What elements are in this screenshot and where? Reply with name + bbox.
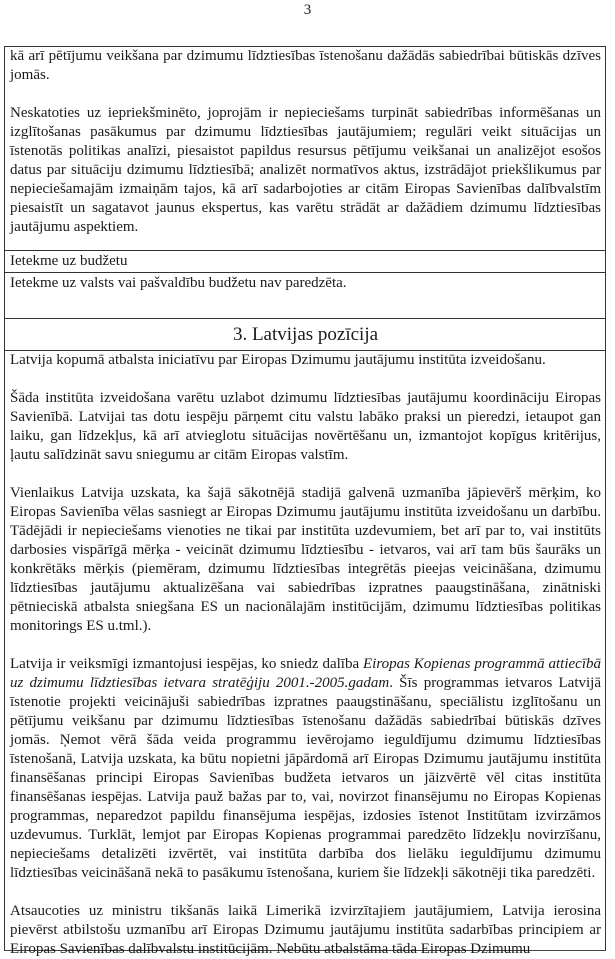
- programme-title: Eiropas Kopienas programmā attiecībā uz dzimumu līdztiesības ietvara stratēģiju 2001.-2005.gadam: [10, 656, 601, 691]
- paragraph: Vienlaikus Latvija uzskata, ka šajā sākotnējā stadijā galvenā uzmanība jāpievērš mērķim, ko Eiropas Savienība vēlas sasniegt ar Eiropas Dzimumu jautājumu institūta izveidošanu un darbību. Tādējādi ir nepieciešams vienoties ne tikai par institūta uzdevumiem, bet arī par to, vai institūts darbosies vispārīgā mērķa - veicināt dzimumu līdztiesību - ietvaros, vai arī tam būs šaurāks un konkrētāks mērķis (piemēram, dzimumu līdztiesības integrētās pieejas veicināšana, dzimumu līdztiesības jautājumu aktualizēšana vai sabiedrības izpratnes paaugstināšana, zinātniski pētnieciskā atbalsta sniegšana ES un nacionālajām institūcijām, dzimumu līdztiesības politikas monitorings ES u.tml.).: [10, 485, 601, 634]
- paragraph: Latvija kopumā atbalsta iniciatīvu par Eiropas Dzimumu jautājumu institūta izveidošanu.: [10, 352, 546, 368]
- budget-impact-text: [5, 273, 605, 319]
- paragraph: Neskatoties uz iepriekšminēto, joprojām ir nepieciešams turpināt sabiedrības informēšanas un izglītošanas pasākumus par dzimumu līdztiesības jautājumiem; regulāri veikt situācijas un īstenotās politikas analīzi, piesaistot papildus resursus pētījumu veikšanai un analizējot esošos datus par situāciju dzimumu līdztiesībā; analizēt normatīvos aktus, izstrādājot priekšlikumus par nepieciešamajām izmaiņām tajos, kā arī sadarbojoties ar citām Eiropas Savienības dalībvalstīm piesaistīt un sagatavot jaunus ekspertus, kas varētu strādāt ar dažādiem dzimumu līdztiesības jautājumu aspektiem.: [10, 105, 601, 235]
- latvia-position-section: [5, 351, 605, 959]
- document-table: [4, 46, 606, 957]
- budget-impact-label: Ietekme uz budžetu: [5, 251, 605, 273]
- page-number: 3: [303, 2, 312, 18]
- paragraph: kā arī pētījumu veikšana par dzimumu līdztiesības īstenošanu dažādās sabiedrībai būtiskās dzīves jomās.: [10, 48, 601, 83]
- continuation-section: [5, 47, 605, 251]
- paragraph: Ietekme uz valsts vai pašvaldību budžetu nav paredzēta.: [10, 275, 347, 291]
- paragraph: Atsaucoties uz ministru tikšanās laikā Limerikā izvirzītajiem jautājumiem, Latvija ierosina pievērst atbilstošu uzmanību arī Eiropas Dzimumu jautājumu institūta sadarbības principiem ar Eiropas Savienības dalībvalstu institūcijām. Nebūtu atbalstāma tāda Eiropas Dzimumu: [10, 903, 601, 957]
- paragraph: [10, 655, 601, 883]
- paragraph: Šāda institūta izveidošana varētu uzlabot dzimumu līdztiesības jautājumu koordināciju Eiropas Savienībā. Latvijai tas dotu iespēju pārņemt citu valstu labāko praksi un pieredzi, ietaupot gan laiku, gan līdzekļus, kā arī atvieglotu situācijas novērtēšanu un, izmantojot kopīgus kritērijus, ļautu salīdzināt savu sniegumu ar citām Eiropas valstīm.: [10, 390, 601, 463]
- paragraph-text: Latvija ir veiksmīgi izmantojusi iespējas, ko sniedz dalība: [10, 656, 363, 672]
- section-heading: 3. Latvijas pozīcija: [5, 319, 605, 351]
- paragraph-text: . Šīs programmas ietvaros Latvijā īstenotie projekti veicinājuši sabiedrības izpratnes paaugstināšanu, speciālistu izglītošanu un pētījumu veikšanu par dzimumu līdztiesības īstenošanu dažādās sabiedrībai būtiskās dzīves jomās. Ņemot vērā šāda veida programmu ievērojamo ieguldījumu dzimumu līdztiesības īstenošanā, Latvija uzskata, ka būtu nopietni jāpārdomā arī Eiropas Dzimumu jautājumu institūta finansēšanas principi Eiropas Savienības budžeta ietvaros un jāizvērtē vēl citas institūta finansēšanas iespējas. Latvija pauž bažas par to, vai, novirzot finansējumu no Eiropas Kopienas programmas, neparedzot papildu finansējuma iespējas, izdosies īstenot Institūtam izvirzāmos uzdevumus. Turklāt, lemjot par Eiropas Kopienas programmai paredzēto līdzekļu novirzīšanu, nepieciešams detalizēti izvērtēt, vai institūta darbība dos lielāku ieguldījumu dzimumu līdztiesības veicināšanā nekā to pasākumu īstenošana, kuriem šie līdzekļi sākotnēji tika paredzēti.: [10, 675, 601, 881]
